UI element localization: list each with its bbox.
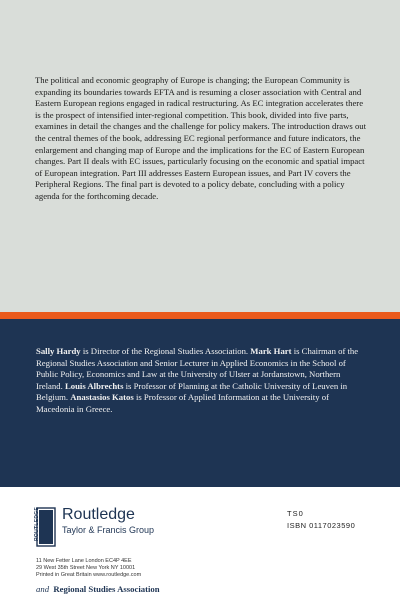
author-bio-4: is Professor of Applied Information at the University of Macedonia in Greece. xyxy=(36,392,329,414)
co-publisher-name: Regional Studies Association xyxy=(53,584,160,594)
author-name-4: Anastasios Katos xyxy=(70,392,134,403)
barcode-area xyxy=(287,535,367,583)
logo-wordmark: ROUTLEDGE xyxy=(34,506,40,541)
address-line-1: 11 New Fetter Lane London EC4P 4EE xyxy=(36,558,132,564)
author-bio-3: is Professor of Planning at the Catholic University of Leuven in Belgium. xyxy=(36,380,348,403)
author-bio-2: is Chairman of the Regional Studies Association and Senior Lecturer in Applied Economics in the School of Public Policy, Economics and Law at the University of Ulster at Jordanstown, Northern Ireland. xyxy=(36,346,359,391)
address-line-2: 29 West 35th Street New York NY 10001 xyxy=(36,565,136,571)
and-word: and xyxy=(36,584,50,594)
publisher-name: Routledge xyxy=(62,506,135,523)
address-line-3: Printed in Great Britain www.routledge.com xyxy=(36,572,142,578)
isbn-label: ISBN 0117023590 xyxy=(287,521,356,530)
publisher-group: Taylor & Francis Group xyxy=(62,525,155,535)
price-code: TS0 xyxy=(287,509,304,518)
author-name-3: Louis Albrechts xyxy=(64,380,124,391)
co-publisher-line xyxy=(36,584,160,594)
accent-band xyxy=(0,312,400,319)
author-bio-1: is Director of the Regional Studies Association. xyxy=(80,346,251,356)
author-name-2: Mark Hart xyxy=(250,346,292,356)
author-name-1: Sally Hardy xyxy=(36,346,81,356)
blurb-text: The political and economic geography of Europe is changing; the European Community is expanding its boundaries towards EFTA and is resuming a closer association with Central and Eastern European regions engaged in radical restructuring. As EC integration accelerates there is the prospect of intensified inter-regional competition. This book, divided into five parts, examines in detail the changes and the challenge for policy makers. The introduction draws out the central themes of the book, addressing EC regional performance and future indicators, the enlargement and changing map of Europe and the implications for the EC of Eastern European changes. Part II deals with EC issues, particularly focusing on the economic and spatial impact of European integration. Part III addresses Eastern European issues, and Part IV covers the Peripheral Regions. The final part is devoted to a policy debate, concluding with a policy agenda for the forthcoming decade. xyxy=(35,75,367,201)
author-bios xyxy=(36,346,368,416)
